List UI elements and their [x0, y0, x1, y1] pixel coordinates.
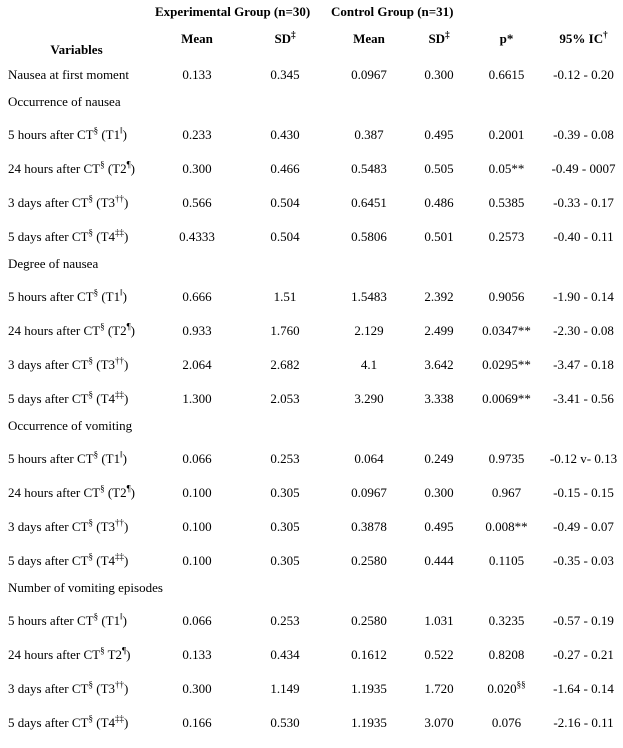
ci-cell: -3.47 - 0.18 [553, 357, 614, 372]
ctl-sd-cell: 3.070 [424, 715, 454, 730]
exp-sd-cell: 0.345 [270, 67, 300, 82]
exp-mean-cell: 0.066 [182, 451, 212, 466]
ci-cell: -1.64 - 0.14 [553, 681, 614, 696]
ci-cell: -0.15 - 0.15 [553, 485, 614, 500]
exp-mean-cell: 0.066 [182, 613, 212, 628]
p-value-cell: 0.0069** [482, 391, 531, 406]
exp-mean-cell: 1.300 [182, 391, 212, 406]
table-row [0, 118, 623, 152]
exp-mean-cell: 0.100 [182, 553, 212, 568]
exp-sd-cell: 1.149 [270, 681, 300, 696]
exp-sd-cell: 0.253 [270, 613, 300, 628]
ci-cell: -1.90 - 0.14 [553, 289, 614, 304]
header-variables: Variables [50, 42, 103, 57]
exp-sd-cell: 0.305 [270, 485, 300, 500]
row-label: 5 days after CT§ (T4‡‡) [8, 713, 129, 730]
exp-mean-cell: 0.4333 [179, 229, 215, 244]
exp-mean-cell: 0.133 [182, 647, 212, 662]
exp-sd-cell: 2.053 [270, 391, 300, 406]
ctl-mean-cell: 0.064 [354, 451, 384, 466]
p-value-cell: 0.5385 [488, 195, 525, 210]
exp-sd-cell: 2.682 [270, 357, 300, 372]
table-row [0, 476, 623, 510]
ci-cell: -0.33 - 0.17 [553, 195, 614, 210]
p-value-cell: 0.2001 [488, 127, 525, 142]
exp-sd-cell: 0.253 [270, 451, 300, 466]
header-experimental-group: Experimental Group (n=30) [155, 4, 311, 19]
table-row [0, 544, 623, 578]
ctl-mean-cell: 0.2580 [351, 613, 387, 628]
header-ctl-sd: SD‡ [428, 29, 450, 46]
p-value-cell: 0.020§§ [487, 679, 526, 696]
ctl-sd-cell: 0.249 [424, 451, 454, 466]
section-row [0, 92, 623, 118]
row-label: 3 days after CT§ (T3††) [8, 517, 129, 534]
ctl-sd-cell: 0.300 [424, 485, 454, 500]
ctl-mean-cell: 3.290 [354, 391, 384, 406]
exp-sd-cell: 0.466 [270, 161, 300, 176]
table-row [0, 58, 623, 92]
table-row [0, 442, 623, 476]
ci-cell: -0.40 - 0.11 [553, 229, 614, 244]
row-label: 3 days after CT§ (T3††) [8, 355, 129, 372]
row-label: 3 days after CT§ (T3††) [8, 193, 129, 210]
ctl-sd-cell: 2.392 [424, 289, 454, 304]
row-label: 5 hours after CT§ (T1‖) [8, 611, 127, 628]
table-row [0, 706, 623, 740]
header-ctl-mean: Mean [353, 31, 385, 46]
p-value-cell: 0.9735 [488, 451, 525, 466]
exp-mean-cell: 2.064 [182, 357, 212, 372]
ctl-sd-cell: 0.501 [424, 229, 454, 244]
ctl-sd-cell: 3.338 [424, 391, 454, 406]
row-label: 5 hours after CT§ (T1‖) [8, 125, 127, 142]
row-label: 3 days after CT§ (T3††) [8, 679, 129, 696]
exp-sd-cell: 0.530 [270, 715, 300, 730]
exp-sd-cell: 1.760 [270, 323, 300, 338]
section-row [0, 254, 623, 280]
ctl-sd-cell: 3.642 [424, 357, 454, 372]
exp-mean-cell: 0.666 [182, 289, 212, 304]
ci-cell: -2.16 - 0.11 [553, 715, 614, 730]
p-value-cell: 0.8208 [488, 647, 525, 662]
ci-cell: -0.39 - 0.08 [553, 127, 614, 142]
header-spacer [544, 0, 623, 20]
ctl-mean-cell: 0.0967 [351, 67, 387, 82]
section-label: Occurrence of nausea [8, 94, 121, 109]
section-row [0, 416, 623, 442]
exp-mean-cell: 0.933 [182, 323, 212, 338]
row-label: 24 hours after CT§ (T2¶) [8, 483, 136, 500]
row-label: 24 hours after CT§ (T2¶) [8, 321, 136, 338]
ci-cell: -0.12 v- 0.13 [549, 451, 618, 466]
table-row [0, 510, 623, 544]
ci-cell: -0.49 - 0.07 [553, 519, 614, 534]
ctl-sd-cell: 0.300 [424, 67, 454, 82]
ctl-mean-cell: 0.0967 [351, 485, 387, 500]
header-spacer [469, 0, 544, 20]
exp-sd-cell: 1.51 [273, 289, 297, 304]
ctl-sd-cell: 0.444 [424, 553, 454, 568]
ctl-sd-cell: 2.499 [424, 323, 454, 338]
ctl-mean-cell: 0.1612 [351, 647, 387, 662]
ci-cell: -3.41 - 0.56 [553, 391, 614, 406]
section-label: Occurrence of vomiting [8, 418, 133, 433]
header-exp-mean: Mean [181, 31, 213, 46]
exp-sd-cell: 0.430 [270, 127, 300, 142]
exp-mean-cell: 0.300 [182, 681, 212, 696]
exp-sd-cell: 0.305 [270, 519, 300, 534]
exp-mean-cell: 0.100 [182, 485, 212, 500]
p-value-cell: 0.0295** [482, 357, 531, 372]
ctl-mean-cell: 2.129 [354, 323, 384, 338]
p-value-cell: 0.2573 [488, 229, 525, 244]
table-row [0, 314, 623, 348]
header-control-group: Control Group (n=31) [331, 4, 454, 19]
p-value-cell: 0.05** [488, 161, 525, 176]
ci-cell: -2.30 - 0.08 [553, 323, 614, 338]
table-row [0, 382, 623, 416]
p-value-cell: 0.1105 [488, 553, 525, 568]
header-confidence-interval: 95% IC† [559, 29, 608, 46]
row-label: 24 hours after CT§ T2¶) [8, 645, 131, 662]
row-label: 5 days after CT§ (T4‡‡) [8, 227, 129, 244]
ctl-mean-cell: 1.1935 [351, 681, 387, 696]
exp-mean-cell: 0.233 [182, 127, 212, 142]
row-label: Nausea at first moment [8, 67, 129, 82]
ctl-sd-cell: 0.495 [424, 519, 454, 534]
ctl-sd-cell: 0.486 [424, 195, 454, 210]
ctl-sd-cell: 1.720 [424, 681, 454, 696]
table-row [0, 186, 623, 220]
table-row [0, 672, 623, 706]
row-label: 5 days after CT§ (T4‡‡) [8, 551, 129, 568]
p-value-cell: 0.6615 [488, 67, 525, 82]
ci-cell: -0.49 - 0007 [551, 161, 616, 176]
ci-cell: -0.27 - 0.21 [553, 647, 614, 662]
header-exp-sd: SD‡ [274, 29, 296, 46]
ctl-mean-cell: 4.1 [360, 357, 378, 372]
table-row [0, 152, 623, 186]
ctl-mean-cell: 1.5483 [351, 289, 387, 304]
ctl-sd-cell: 1.031 [424, 613, 454, 628]
row-label: 5 days after CT§ (T4‡‡) [8, 389, 129, 406]
ctl-sd-cell: 0.505 [424, 161, 454, 176]
ci-cell: -0.12 - 0.20 [553, 67, 614, 82]
section-row [0, 578, 623, 604]
p-value-cell: 0.076 [491, 715, 522, 730]
p-value-cell: 0.967 [491, 485, 522, 500]
ctl-mean-cell: 0.5806 [351, 229, 387, 244]
ci-cell: -0.57 - 0.19 [553, 613, 614, 628]
table-row [0, 220, 623, 254]
section-label: Degree of nausea [8, 256, 99, 271]
table-row [0, 604, 623, 638]
ctl-mean-cell: 0.6451 [351, 195, 387, 210]
exp-mean-cell: 0.133 [182, 67, 212, 82]
ctl-mean-cell: 0.5483 [351, 161, 387, 176]
ctl-mean-cell: 1.1935 [351, 715, 387, 730]
ctl-mean-cell: 0.2580 [351, 553, 387, 568]
row-label: 5 hours after CT§ (T1‖) [8, 287, 127, 304]
exp-sd-cell: 0.504 [270, 229, 300, 244]
header-row-groups [0, 0, 623, 20]
section-label: Number of vomiting episodes [8, 580, 163, 595]
ctl-mean-cell: 0.387 [354, 127, 384, 142]
exp-sd-cell: 0.305 [270, 553, 300, 568]
exp-mean-cell: 0.100 [182, 519, 212, 534]
row-label: 24 hours after CT§ (T2¶) [8, 159, 136, 176]
exp-mean-cell: 0.300 [182, 161, 212, 176]
ctl-sd-cell: 0.495 [424, 127, 454, 142]
p-value-cell: 0.3235 [488, 613, 525, 628]
p-value-cell: 0.0347** [482, 323, 531, 338]
table-body [0, 58, 623, 740]
exp-sd-cell: 0.504 [270, 195, 300, 210]
exp-mean-cell: 0.166 [182, 715, 212, 730]
exp-mean-cell: 0.566 [182, 195, 212, 210]
table-row [0, 348, 623, 382]
ctl-sd-cell: 0.522 [424, 647, 454, 662]
header-p-value: p* [499, 31, 514, 46]
row-label: 5 hours after CT§ (T1‖) [8, 449, 127, 466]
ci-cell: -0.35 - 0.03 [553, 553, 614, 568]
table-row [0, 638, 623, 672]
p-value-cell: 0.9056 [488, 289, 525, 304]
p-value-cell: 0.008** [485, 519, 528, 534]
exp-sd-cell: 0.434 [270, 647, 300, 662]
ctl-mean-cell: 0.3878 [351, 519, 387, 534]
table-row [0, 280, 623, 314]
